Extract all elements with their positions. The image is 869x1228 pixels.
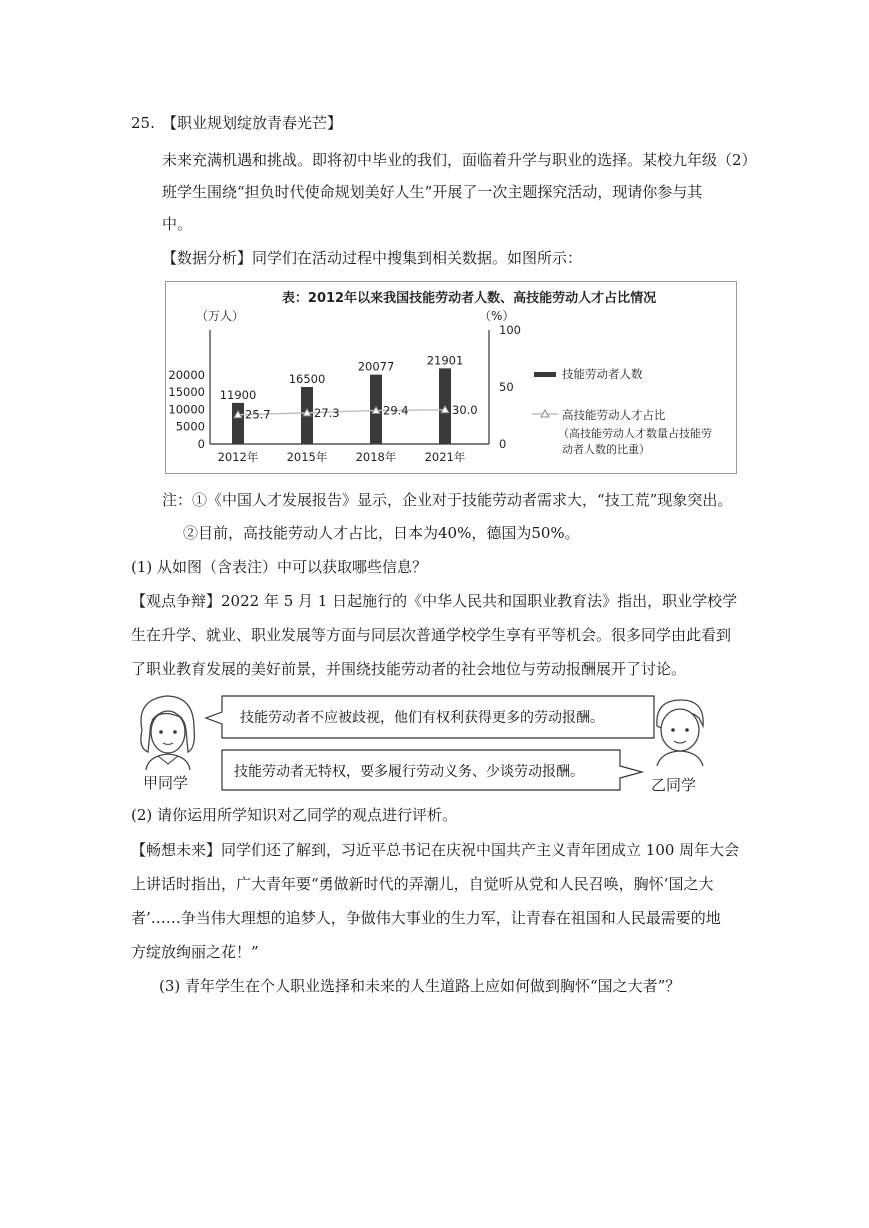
- debate-line-1: 【观点争辩】2022 年 5 月 1 日起施行的《中华人民共和国职业教育法》指出，职业学校学: [131, 592, 738, 610]
- data-section-heading: 【数据分析】同学们在活动过程中搜集到相关数据。如图所示：: [162, 249, 583, 267]
- ratio-value-label: 30.0: [452, 402, 478, 417]
- x-tick-label: 2015年: [286, 450, 328, 464]
- bar-value-label: 11900: [219, 387, 257, 402]
- legend-bar-swatch: [534, 372, 556, 377]
- chart-svg: [166, 282, 736, 473]
- left-tick-label: 0: [197, 437, 205, 451]
- x-tick-label: 2012年: [217, 450, 259, 464]
- future-line-3: 者’……争当伟大理想的追梦人，争做伟大事业的生力军，让青春在祖国和人民最需要的地: [131, 909, 721, 927]
- note-2: ②目前，高技能劳动人才占比，日本为40%，德国为50%。: [183, 524, 580, 542]
- x-tick-label: 2021年: [424, 450, 466, 464]
- question-number: 25.: [131, 114, 155, 132]
- left-tick-label: 15000: [168, 385, 205, 400]
- chart-figure: [165, 281, 737, 474]
- left-tick-label: 20000: [168, 367, 205, 382]
- ratio-value-label: 25.7: [245, 407, 271, 422]
- jia-speech-text: 技能劳动者不应被歧视，他们有权利获得更多的劳动报酬。: [240, 710, 604, 726]
- yi-speech-text: 技能劳动者无特权，要多履行劳动义务、少谈劳动报酬。: [234, 764, 584, 780]
- bar-value-label: 21901: [426, 353, 464, 368]
- future-line-1: 【畅想未来】同学们还了解到，习近平总书记在庆祝中国共产主义青年团成立 100 周年大会: [131, 841, 740, 859]
- jia-name: 甲同学: [143, 774, 189, 792]
- left-tick-label: 5000: [175, 419, 205, 434]
- future-line-2: 上讲话时指出，广大青年要“勇做新时代的弄潮儿，自觉听从党和人民召唤，胸怀‘国之大: [131, 875, 714, 893]
- yi-name: 乙同学: [651, 776, 697, 794]
- question-2: (2) 请你运用所学知识对乙同学的观点进行评析。: [131, 806, 458, 824]
- legend-note-line-1: （高技能劳动人才数量占技能劳: [558, 427, 712, 440]
- right-tick-label: 100: [499, 323, 521, 337]
- intro-line-1: 未来充满机遇和挑战。即将初中毕业的我们，面临着升学与职业的选择。某校九年级（2）: [162, 151, 757, 169]
- question-3: (3) 青年学生在个人职业选择和未来的人生道路上应如何做到胸怀“国之大者”？: [159, 977, 681, 995]
- bar: [232, 403, 244, 444]
- legend-note-line-2: 动者人数的比重）: [562, 443, 650, 456]
- note-1: 注：①《中国人才发展报告》显示，企业对于技能劳动者需求大，“技工荒”现象突出。: [162, 491, 733, 509]
- chart-left-unit: （万人）: [196, 309, 245, 323]
- girl-student-illustration: [128, 690, 208, 770]
- intro-line-3: 中。: [162, 215, 193, 233]
- legend-line-label: 高技能劳动人才占比: [562, 408, 666, 422]
- left-tick-label: 10000: [168, 402, 205, 417]
- ratio-value-label: 27.3: [314, 405, 340, 420]
- legend-bar-label: 技能劳动者人数: [562, 367, 643, 381]
- intro-line-2: 班学生围绕“担负时代使命规划美好人生”开展了一次主题探究活动，现请你参与其: [162, 183, 703, 201]
- question-1: (1) 从如图（含表注）中可以获取哪些信息？: [131, 558, 428, 576]
- ratio-value-label: 29.4: [383, 403, 409, 418]
- bar-value-label: 20077: [357, 359, 395, 374]
- chart-right-unit: （%）: [479, 309, 515, 323]
- right-tick-label: 50: [499, 380, 514, 394]
- question-title: 【职业规划绽放青春光芒】: [162, 114, 343, 132]
- debate-line-2: 生在升学、就业、职业发展等方面与同层次普通学校学生享有平等机会。很多同学由此看到: [131, 626, 732, 644]
- chart-title: 表：2012年以来我国技能劳动者人数、高技能劳动人才占比情况: [281, 291, 657, 306]
- x-tick-label: 2018年: [355, 450, 397, 464]
- right-tick-label: 0: [499, 437, 507, 451]
- debate-line-3: 了职业教育发展的美好前景，并围绕技能劳动者的社会地位与劳动报酬展开了讨论。: [131, 660, 687, 678]
- boy-student-illustration: [647, 696, 713, 766]
- bar-value-label: 16500: [288, 372, 326, 386]
- future-line-4: 方绽放绚丽之花！”: [131, 943, 259, 961]
